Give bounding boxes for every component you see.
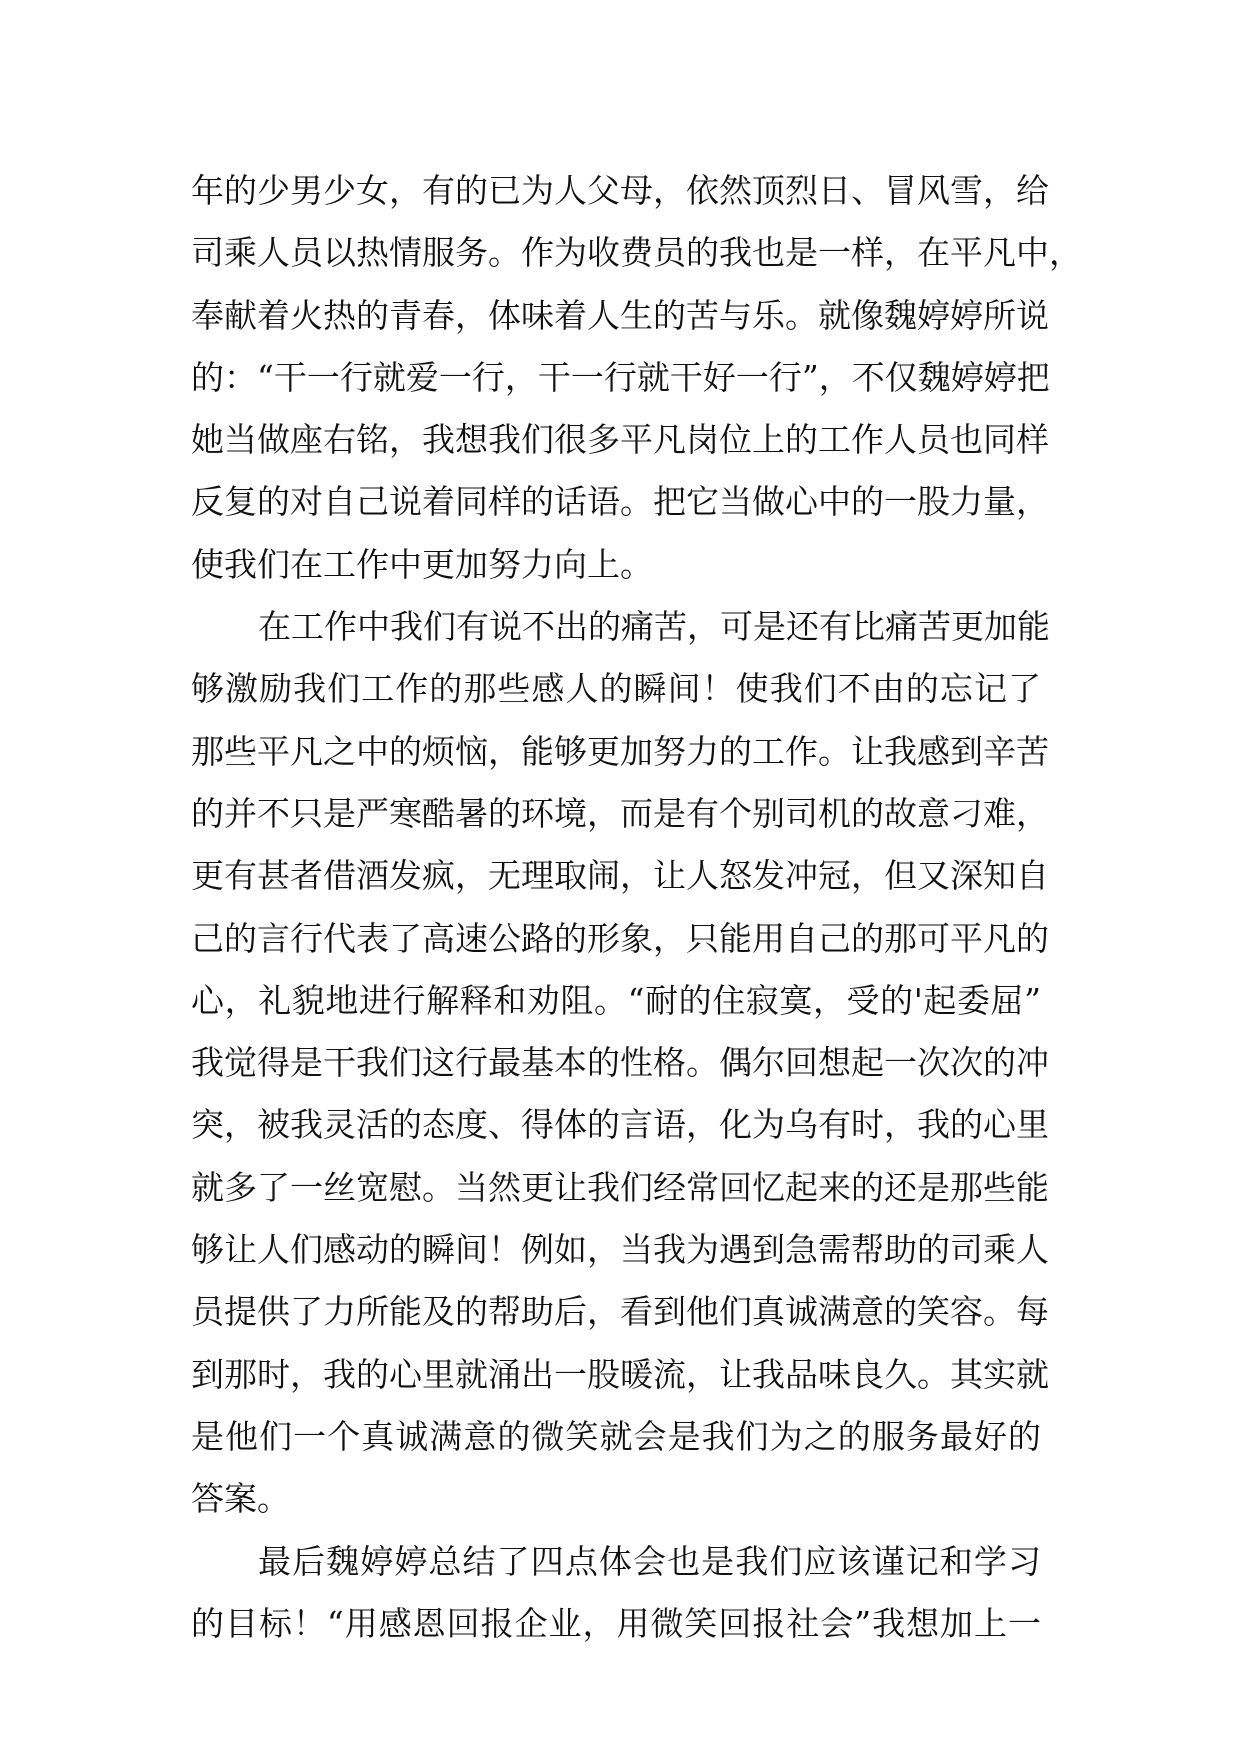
- text-line-3: 奉献着火热的青春，体味着人生的苦与乐。就像魏婷婷所说: [191, 295, 1049, 335]
- text-line-6: 反复的对自己说着同样的话语。把它当做心中的一股力量，: [191, 482, 1049, 522]
- text-line-12: 更有甚者借酒发疯，无理取闹，让人怒发冲冠，但又深知自: [191, 856, 1049, 896]
- text-line-22: 答案。: [191, 1479, 290, 1519]
- text-line-21: 是他们一个真诚满意的微笑就会是我们为之的服务最好的: [191, 1416, 1041, 1456]
- text-line-2: 司乘人员以热情服务。作为收费员的我也是一样，在平凡中，: [191, 233, 1082, 273]
- text-line-11: 的并不只是严寒酷暑的环境，而是有个别司机的故意刁难，: [191, 793, 1049, 833]
- text-line-1: 年的少男少女，有的已为人父母，依然顶烈日、冒风雪，给: [191, 171, 1049, 210]
- text-line-13: 己的言行代表了高速公路的形象，只能用自己的那可平凡的: [191, 918, 1049, 958]
- text-line-10: 那些平凡之中的烦恼，能够更加努力的工作。让我感到辛苦: [191, 731, 1049, 771]
- body-text: [191, 160, 1082, 1655]
- text-line-14: 心，礼貌地进行解释和劝阻。“耐的住寂寞，受的'起委屈”: [191, 980, 1041, 1020]
- text-line-18: 够让人们感动的瞬间！例如，当我为遇到急需帮助的司乘人: [191, 1230, 1049, 1270]
- text-line-17: 就多了一丝宽慰。当然更让我们经常回忆起来的还是那些能: [191, 1167, 1049, 1207]
- text-line-8: 在工作中我们有说不出的痛苦，可是还有比痛苦更加能: [258, 607, 1050, 647]
- text-line-4: 的：“干一行就爱一行，干一行就干好一行”，不仅魏婷婷把: [191, 357, 1050, 397]
- text-line-5: 她当做座右铭，我想我们很多平凡岗位上的工作人员也同样: [191, 420, 1049, 460]
- text-line-9: 够激励我们工作的那些感人的瞬间！使我们不由的忘记了: [191, 669, 1041, 709]
- text-line-15: 我觉得是干我们这行最基本的性格。偶尔回想起一次次的冲: [191, 1043, 1049, 1083]
- text-line-24: 的目标！“用感恩回报企业，用微笑回报社会”我想加上一: [191, 1603, 1041, 1643]
- text-line-20: 到那时，我的心里就涌出一股暖流，让我品味良久。其实就: [191, 1354, 1049, 1394]
- text-line-7: 使我们在工作中更加努力向上。: [191, 544, 653, 584]
- text-line-16: 突，被我灵活的态度、得体的言语，化为乌有时，我的心里: [191, 1105, 1049, 1145]
- text-line-23: 最后魏婷婷总结了四点体会也是我们应该谨记和学习: [258, 1541, 1041, 1581]
- text-line-19: 员提供了力所能及的帮助后，看到他们真诚满意的笑容。每: [191, 1292, 1049, 1332]
